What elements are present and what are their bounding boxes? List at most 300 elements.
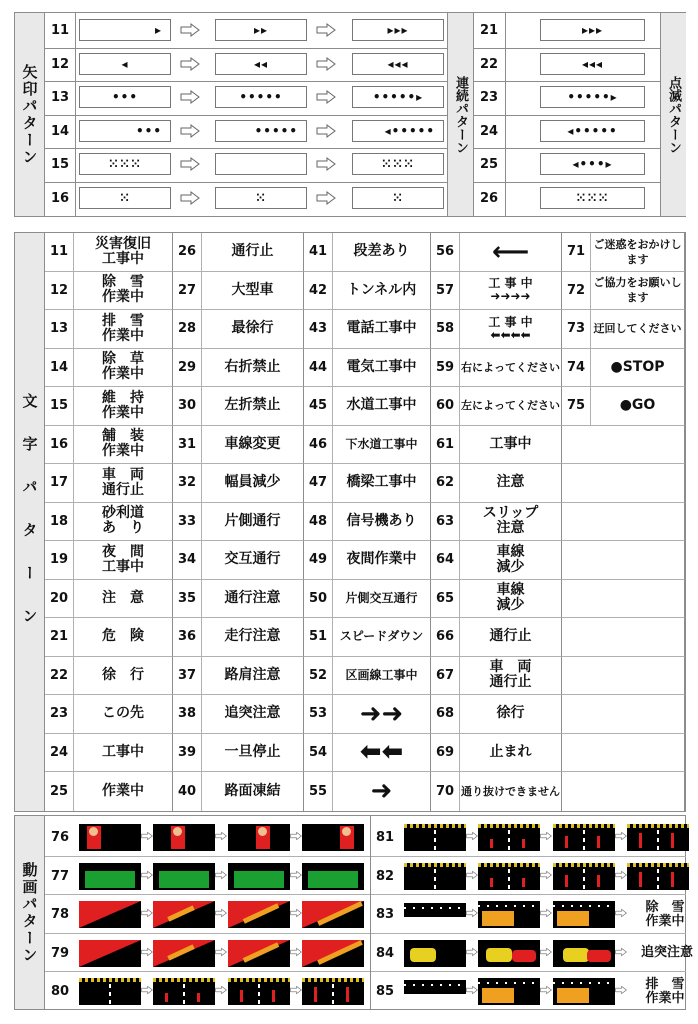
character-cell[interactable]	[173, 734, 304, 773]
pattern-text: 徐行	[496, 705, 525, 722]
character-cell[interactable]	[173, 233, 304, 272]
character-cell[interactable]	[173, 503, 304, 542]
character-cell[interactable]	[304, 426, 431, 465]
arrow-frame: ◂	[79, 53, 171, 75]
character-cell[interactable]	[431, 657, 562, 696]
pattern-text: トンネル内	[346, 281, 417, 298]
pattern-number: 51	[309, 629, 328, 645]
blink-pattern-row[interactable]	[474, 17, 660, 47]
row-divider	[474, 115, 660, 116]
animation-frame	[302, 978, 364, 1005]
hollow-arrow-icon	[141, 907, 153, 919]
character-cell[interactable]	[45, 233, 173, 272]
animation-frame	[478, 824, 540, 851]
character-cell	[562, 503, 685, 542]
character-cell[interactable]	[431, 503, 562, 542]
character-cell[interactable]	[45, 772, 173, 811]
pattern-number: 69	[436, 744, 455, 760]
character-cell[interactable]	[562, 272, 685, 311]
pattern-text: 排 雪 作業中	[102, 312, 144, 344]
column-divider	[505, 13, 506, 216]
blink-pattern-row[interactable]	[474, 84, 660, 114]
animation-row[interactable]	[45, 857, 370, 896]
pattern-text: ➜	[370, 776, 393, 807]
row-divider	[45, 48, 447, 49]
pattern-text: 電気工事中	[346, 358, 417, 375]
pattern-number: 81	[376, 830, 395, 845]
animation-row[interactable]	[370, 818, 686, 857]
pattern-text: 車線 減少	[496, 543, 525, 575]
column-divider	[370, 816, 371, 1009]
column-divider	[75, 13, 76, 216]
arrow-frame: ⁙	[352, 187, 444, 209]
character-cell	[562, 772, 685, 811]
character-cell[interactable]	[431, 695, 562, 734]
character-cell[interactable]	[431, 233, 562, 272]
blink-frame: ⁙⁙⁙	[540, 187, 645, 209]
arrow-pattern-row[interactable]	[45, 151, 447, 181]
blink-pattern-row[interactable]	[474, 151, 660, 181]
character-cell[interactable]	[562, 387, 685, 426]
character-cell[interactable]	[45, 310, 173, 349]
pattern-text: 最徐行	[231, 320, 274, 337]
pattern-text: 徐 行	[102, 666, 144, 683]
pattern-number: 30	[178, 398, 197, 414]
animation-frame	[79, 940, 141, 967]
pattern-text: スリップ 注意	[482, 505, 539, 537]
animation-row[interactable]	[370, 972, 686, 1011]
pattern-number: 37	[178, 667, 197, 683]
pattern-text: 電話工事中	[346, 320, 417, 337]
hollow-arrow-icon	[540, 830, 552, 842]
character-cell[interactable]	[431, 541, 562, 580]
pattern-number: 31	[178, 436, 197, 452]
animation-row[interactable]	[370, 895, 686, 934]
pattern-number: 60	[436, 398, 455, 414]
pattern-text: 片側通行	[224, 512, 281, 529]
pattern-number: 26	[480, 190, 499, 206]
animation-row[interactable]	[370, 934, 693, 973]
hollow-arrow-icon	[615, 984, 627, 996]
pattern-number: 74	[567, 359, 586, 375]
animation-pattern-label-text: 動画パターン	[20, 861, 39, 964]
arrow-frame: ◂◂◂	[352, 53, 444, 75]
animation-frame	[153, 824, 215, 851]
animation-frame	[302, 901, 364, 928]
character-cell[interactable]	[431, 734, 562, 773]
pattern-number: 54	[309, 744, 328, 760]
character-cell	[562, 618, 685, 657]
arrow-pattern-label-text: 矢印パターン	[20, 63, 39, 166]
character-cell[interactable]	[173, 349, 304, 388]
character-cell[interactable]	[304, 541, 431, 580]
character-cell[interactable]	[45, 695, 173, 734]
animation-text: 追突注意	[640, 944, 693, 960]
blink-pattern-label	[660, 13, 686, 216]
animation-frame	[478, 901, 540, 928]
blink-frame: ◂•••••	[540, 120, 645, 142]
character-cell[interactable]	[173, 310, 304, 349]
hollow-arrow-icon	[466, 869, 478, 881]
character-cell[interactable]	[562, 233, 685, 272]
animation-row[interactable]	[45, 895, 370, 934]
character-cell[interactable]	[304, 657, 431, 696]
pattern-number: 23	[480, 90, 499, 105]
pattern-text: 工事中	[489, 435, 532, 452]
hollow-arrow-icon	[540, 946, 552, 958]
hollow-arrow-icon	[180, 124, 200, 138]
character-cell[interactable]	[173, 772, 304, 811]
blink-pattern-label-text: 点滅パターン	[666, 75, 681, 154]
pattern-text: 危 険	[102, 628, 144, 645]
blink-frame: ◂•••▸	[540, 153, 645, 175]
character-pattern-panel	[14, 232, 686, 812]
blink-pattern-row[interactable]	[474, 51, 660, 81]
character-cell[interactable]	[173, 464, 304, 503]
arrow-frame: •••	[79, 120, 171, 142]
pattern-number: 73	[567, 321, 586, 337]
pattern-number: 83	[376, 907, 395, 922]
hollow-arrow-icon	[290, 907, 302, 919]
character-cell[interactable]	[45, 349, 173, 388]
pattern-text: 車 両 通行止	[489, 659, 532, 691]
pattern-text: 左折禁止	[224, 397, 281, 414]
pattern-text: 左によってください	[461, 399, 560, 413]
character-cell[interactable]	[562, 349, 685, 388]
pattern-text: 路肩注意	[224, 666, 281, 683]
pattern-text: 車線変更	[224, 435, 281, 452]
hollow-arrow-icon	[466, 984, 478, 996]
pattern-text: 舗 装 作業中	[102, 428, 144, 460]
pattern-number: 78	[51, 907, 70, 922]
animation-frame	[627, 863, 689, 890]
pattern-text: 注 意	[102, 589, 144, 606]
pattern-number: 70	[436, 783, 455, 799]
continuous-pattern-label	[447, 13, 474, 216]
character-cell[interactable]	[431, 426, 562, 465]
pattern-number: 41	[309, 244, 328, 260]
character-cell[interactable]	[304, 233, 431, 272]
animation-row[interactable]	[45, 972, 370, 1011]
pattern-number: 61	[436, 436, 455, 452]
character-cell[interactable]	[173, 657, 304, 696]
continuous-pattern-label-text: 連続パターン	[453, 75, 468, 154]
pattern-number: 82	[376, 868, 395, 884]
pattern-number: 68	[436, 706, 455, 722]
pattern-text: 砂利道 あ り	[102, 505, 144, 537]
animation-frame	[478, 978, 540, 1005]
character-cell[interactable]	[173, 272, 304, 311]
hollow-arrow-icon	[215, 946, 227, 958]
hollow-arrow-icon	[615, 946, 627, 958]
pattern-text: 段差あり	[353, 243, 410, 260]
pattern-number: 16	[50, 436, 69, 452]
hollow-arrow-icon	[141, 946, 153, 958]
pattern-number: 67	[436, 667, 455, 683]
hollow-arrow-icon	[215, 830, 227, 842]
arrow-frame: •••••	[215, 86, 307, 108]
pattern-number: 79	[51, 945, 70, 961]
pattern-number: 80	[51, 984, 70, 999]
character-cell[interactable]	[173, 618, 304, 657]
pattern-number: 39	[178, 744, 197, 760]
animation-frame	[404, 980, 466, 994]
character-cell[interactable]	[45, 387, 173, 426]
animation-frame	[553, 940, 615, 967]
animation-frame	[553, 824, 615, 851]
character-cell[interactable]	[304, 695, 431, 734]
pattern-text: ⟵	[491, 236, 530, 267]
pattern-text: 車線 減少	[496, 582, 525, 614]
character-cell[interactable]	[431, 464, 562, 503]
pattern-number: 17	[50, 475, 69, 491]
character-cell[interactable]	[173, 541, 304, 580]
pattern-number: 27	[178, 282, 197, 298]
pattern-text: 信号機あり	[346, 512, 417, 529]
character-cell[interactable]	[431, 580, 562, 619]
pattern-text: 維 持 作業中	[102, 389, 144, 421]
pattern-number: 63	[436, 513, 455, 529]
animation-pattern-panel	[14, 815, 693, 1010]
pattern-number: 24	[480, 123, 499, 139]
character-cell[interactable]	[45, 618, 173, 657]
arrow-frame: •••	[79, 86, 171, 108]
pattern-text: 走行注意	[224, 628, 281, 645]
animation-frame	[79, 824, 141, 851]
hollow-arrow-icon	[615, 830, 627, 842]
pattern-text: 通行止	[489, 628, 532, 645]
character-cell[interactable]	[173, 580, 304, 619]
animation-frame	[228, 901, 290, 928]
character-cell	[562, 464, 685, 503]
character-cell[interactable]	[304, 272, 431, 311]
animation-frame	[79, 978, 141, 1005]
character-cell[interactable]	[304, 464, 431, 503]
pattern-number: 13	[50, 321, 69, 337]
pattern-text: 災害復旧 工事中	[95, 235, 151, 267]
character-cell[interactable]	[304, 618, 431, 657]
hollow-arrow-icon	[180, 90, 200, 104]
pattern-number: 64	[436, 552, 455, 568]
hollow-arrow-icon	[316, 90, 336, 104]
arrow-frame: ▸	[79, 19, 171, 41]
character-cell[interactable]	[304, 580, 431, 619]
pattern-number: 55	[309, 783, 328, 799]
character-pattern-label-text: 文字パターン	[20, 393, 39, 651]
arrow-pattern-row[interactable]	[45, 118, 447, 148]
pattern-number: 14	[50, 359, 69, 375]
character-cell[interactable]	[304, 772, 431, 811]
character-cell	[562, 657, 685, 696]
pattern-number: 13	[51, 90, 70, 105]
hollow-arrow-icon	[540, 907, 552, 919]
character-cell[interactable]	[431, 310, 562, 349]
pattern-number: 14	[51, 123, 70, 139]
hollow-arrow-icon	[466, 907, 478, 919]
pattern-number: 40	[178, 783, 197, 799]
character-cell[interactable]	[45, 503, 173, 542]
character-cell[interactable]	[45, 464, 173, 503]
character-cell[interactable]	[173, 426, 304, 465]
arrow-pattern-row[interactable]	[45, 185, 447, 215]
hollow-arrow-icon	[290, 946, 302, 958]
character-cell[interactable]	[45, 657, 173, 696]
hollow-arrow-icon	[466, 946, 478, 958]
animation-frame	[228, 940, 290, 967]
pattern-number: 50	[309, 590, 328, 606]
pattern-number: 21	[480, 23, 499, 38]
pattern-number: 59	[436, 359, 455, 375]
pattern-text: この先	[102, 705, 144, 722]
arrow-frame: ▸▸▸	[352, 19, 444, 41]
pattern-number: 12	[51, 56, 70, 72]
pattern-number: 28	[178, 321, 197, 337]
arrow-frame: ◂•••••	[352, 120, 444, 142]
hollow-arrow-icon	[540, 984, 552, 996]
arrow-pattern-row[interactable]	[45, 84, 447, 114]
pattern-text: ●GO	[619, 397, 656, 414]
pattern-number: 29	[178, 359, 197, 375]
pattern-number: 36	[178, 629, 197, 645]
animation-row[interactable]	[45, 934, 370, 973]
pattern-text: 幅員減少	[224, 474, 281, 491]
row-divider	[45, 115, 447, 116]
pattern-text: 工 事 中 ➜➜➜➜	[488, 276, 533, 304]
character-cell[interactable]	[304, 387, 431, 426]
row-divider	[45, 148, 447, 149]
character-cell[interactable]	[562, 310, 685, 349]
character-cell[interactable]	[45, 580, 173, 619]
animation-frame	[302, 940, 364, 967]
animation-frame	[404, 903, 466, 917]
pattern-number: 21	[50, 629, 69, 645]
pattern-text: ⬅⬅	[359, 737, 404, 768]
character-cell[interactable]	[45, 541, 173, 580]
animation-frame	[153, 978, 215, 1005]
pattern-text: 追突注意	[224, 705, 281, 722]
animation-text: 排 雪 作業中	[645, 977, 685, 1006]
blink-pattern-row[interactable]	[474, 118, 660, 148]
blink-frame: ▸▸▸	[540, 19, 645, 41]
pattern-text: ご迷惑をおかけします	[593, 237, 682, 266]
arrow-frame: ◂◂	[215, 53, 307, 75]
pattern-text: 交互通行	[224, 551, 281, 568]
character-cell[interactable]	[304, 349, 431, 388]
animation-frame	[302, 863, 364, 890]
animation-frame	[228, 978, 290, 1005]
character-cell[interactable]	[431, 387, 562, 426]
animation-row[interactable]	[370, 857, 686, 896]
character-cell[interactable]	[173, 387, 304, 426]
animation-row[interactable]	[45, 818, 370, 857]
hollow-arrow-icon	[540, 869, 552, 881]
pattern-number: 34	[178, 552, 197, 568]
pattern-number: 44	[309, 359, 328, 375]
arrow-pattern-row[interactable]	[45, 51, 447, 81]
hollow-arrow-icon	[290, 869, 302, 881]
character-cell	[562, 580, 685, 619]
character-cell[interactable]	[45, 734, 173, 773]
character-cell	[562, 541, 685, 580]
pattern-text: 車 両 通行止	[102, 466, 144, 498]
pattern-text: スピードダウン	[339, 629, 424, 644]
character-cell[interactable]	[45, 272, 173, 311]
hollow-arrow-icon	[316, 57, 336, 71]
blink-pattern-row[interactable]	[474, 185, 660, 215]
pattern-text: 除 草 作業中	[102, 351, 144, 383]
pattern-text: 工事中	[102, 743, 144, 760]
pattern-text: 一旦停止	[224, 743, 281, 760]
character-cell[interactable]	[304, 734, 431, 773]
character-cell[interactable]	[45, 426, 173, 465]
character-cell[interactable]	[431, 349, 562, 388]
arrow-frame: ⁙	[79, 187, 171, 209]
animation-frame	[153, 863, 215, 890]
row-divider	[45, 81, 447, 82]
animation-frame	[153, 940, 215, 967]
pattern-number: 22	[50, 667, 69, 683]
hollow-arrow-icon	[316, 191, 336, 205]
character-cell	[562, 426, 685, 465]
pattern-text: 夜 間 工事中	[102, 543, 144, 575]
row-divider	[45, 182, 447, 183]
pattern-number: 43	[309, 321, 328, 337]
arrow-frame	[215, 153, 307, 175]
pattern-number: 58	[436, 321, 455, 337]
pattern-text: 迂回してください	[593, 322, 682, 336]
pattern-text: 止まれ	[489, 743, 532, 760]
hollow-arrow-icon	[290, 984, 302, 996]
hollow-arrow-icon	[180, 191, 200, 205]
hollow-arrow-icon	[141, 830, 153, 842]
character-cell[interactable]	[431, 618, 562, 657]
pattern-number: 52	[309, 667, 328, 683]
pattern-number: 23	[50, 706, 69, 722]
pattern-number: 76	[51, 830, 70, 845]
arrow-frame: •••••▸	[352, 86, 444, 108]
hollow-arrow-icon	[316, 124, 336, 138]
pattern-text: 除 雪 作業中	[102, 274, 144, 306]
hollow-arrow-icon	[180, 57, 200, 71]
pattern-number: 71	[567, 244, 586, 260]
animation-frame	[404, 824, 466, 851]
animation-frame	[228, 863, 290, 890]
pattern-number: 16	[51, 190, 70, 206]
animation-frame	[627, 824, 689, 851]
character-cell[interactable]	[304, 310, 431, 349]
pattern-number: 47	[309, 475, 328, 491]
pattern-text: 橋梁工事中	[346, 474, 417, 491]
pattern-text: 水道工事中	[346, 397, 417, 414]
pattern-number: 19	[50, 552, 69, 568]
hollow-arrow-icon	[316, 23, 336, 37]
pattern-text: 路面凍結	[224, 782, 281, 799]
character-cell[interactable]	[431, 272, 562, 311]
hollow-arrow-icon	[215, 984, 227, 996]
arrow-pattern-row[interactable]	[45, 17, 447, 47]
animation-frame	[79, 863, 141, 890]
animation-pattern-label	[15, 816, 45, 1009]
pattern-number: 15	[51, 157, 70, 172]
character-cell[interactable]	[173, 695, 304, 734]
hollow-arrow-icon	[141, 984, 153, 996]
animation-frame	[228, 824, 290, 851]
hollow-arrow-icon	[466, 830, 478, 842]
pattern-number: 12	[50, 282, 69, 298]
character-cell[interactable]	[304, 503, 431, 542]
character-cell[interactable]	[431, 772, 562, 811]
pattern-text: 下水道工事中	[345, 436, 418, 451]
